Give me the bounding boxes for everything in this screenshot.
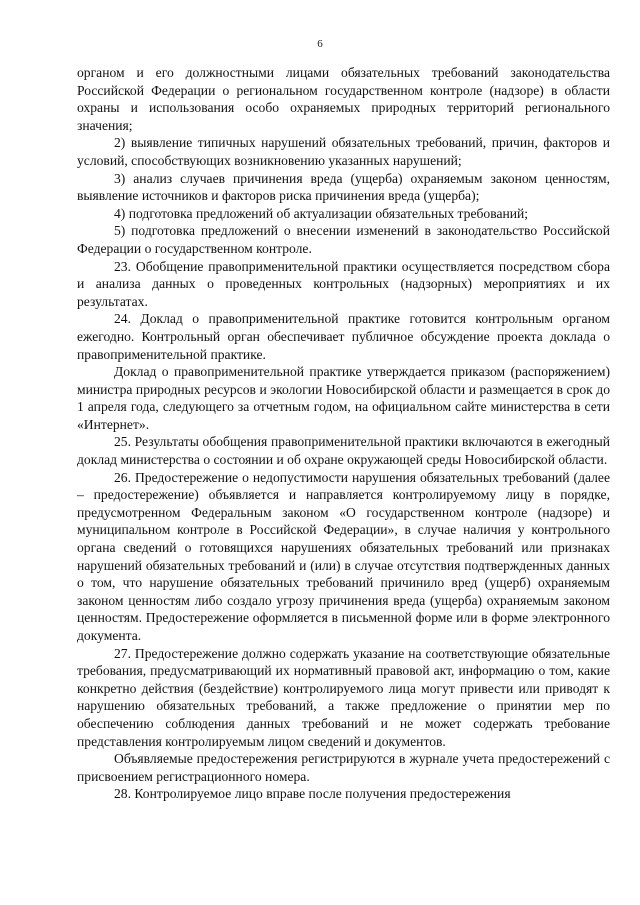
paragraph-28: 28. Контролируемое лицо вправе после получения предостережения <box>114 786 511 802</box>
paragraph-27-register: Объявляемые предостережения регистрируются в журнале учета предостережений с присвоением регистрационного номера. <box>77 751 610 784</box>
paragraph-continuation: органом и его должностными лицами обязательных требований законодательства Российской Федерации о региональном государственном контроле (надзоре) в области охраны и использования особо охраняемых природных территорий регионального значения; <box>77 65 610 133</box>
paragraph-24-report: Доклад о правоприменительной практике утверждается приказом (распоряжением) министра природных ресурсов и экологии Новосибирской области и размещается в срок до 1 апреля года, следующего за отчетным годом, на официальном сайте министерства в сети «Интернет». <box>77 364 610 432</box>
paragraph-27: 27. Предостережение должно содержать указание на соответствующие обязательные требования, предусматривающий их нормативный правовой акт, информацию о том, какие конкретно действия (бездействие) контролируемого лица могут привести или приводят к нарушению обязательных требований, а также предложение о принятии мер по обеспечению соблюдения данных требований и не может содержать требование представления контролируемым лицом сведений и документов. <box>77 645 610 749</box>
paragraph-24: 24. Доклад о правоприменительной практике готовится контрольным органом ежегодно. Контрольный орган обеспечивает публичное обсуждение проекта доклада о правоприменительной практике. <box>77 311 610 362</box>
paragraph-25: 25. Результаты обобщения правоприменительной практики включаются в ежегодный доклад министерства о состоянии и об охране окружающей среды Новосибирской области. <box>77 434 610 468</box>
paragraph-item-3: 3) анализ случаев причинения вреда (ущерба) охраняемым законом ценностям, выявление источников и факторов риска причинения вреда (ущерба); <box>77 170 610 204</box>
paragraph-26: 26. Предостережение о недопустимости нарушения обязательных требований (далее – предостережение) объявляется и направляется контролируемому лицу в порядке, предусмотренном Федеральным законом «О государственном контроле (надзоре) и муниципальном контроле в Российской Федерации», в случае наличия у контрольного органа сведений о готовящихся нарушениях обязательных требований или признаках нарушений обязательных требований и (или) в случае отсутствия подтвержденных данных о том, что нарушение обязательных требований причинило вред (ущерб) охраняемым законом ценностям либо создало угрозу причинения вреда (ущерба) охраняемым законом ценностям. Предостережение оформляется в письменной форме или в форме электронного документа. <box>77 469 610 643</box>
paragraph-item-5: 5) подготовка предложений о внесении изменений в законодательство Российской Федерации о государственном контроле. <box>77 223 610 256</box>
document-body <box>77 64 610 803</box>
page-number: 6 <box>317 38 323 50</box>
paragraph-23: 23. Обобщение правоприменительной практики осуществляется посредством сбора и анализа данных о проведенных контрольных (надзорных) мероприятиях и их результатах. <box>77 258 610 309</box>
paragraph-item-4: 4) подготовка предложений об актуализации обязательных требований; <box>114 205 529 221</box>
paragraph-item-2: 2) выявление типичных нарушений обязательных требований, причин, факторов и условий, способствующих возникновению указанных нарушений; <box>77 135 610 168</box>
